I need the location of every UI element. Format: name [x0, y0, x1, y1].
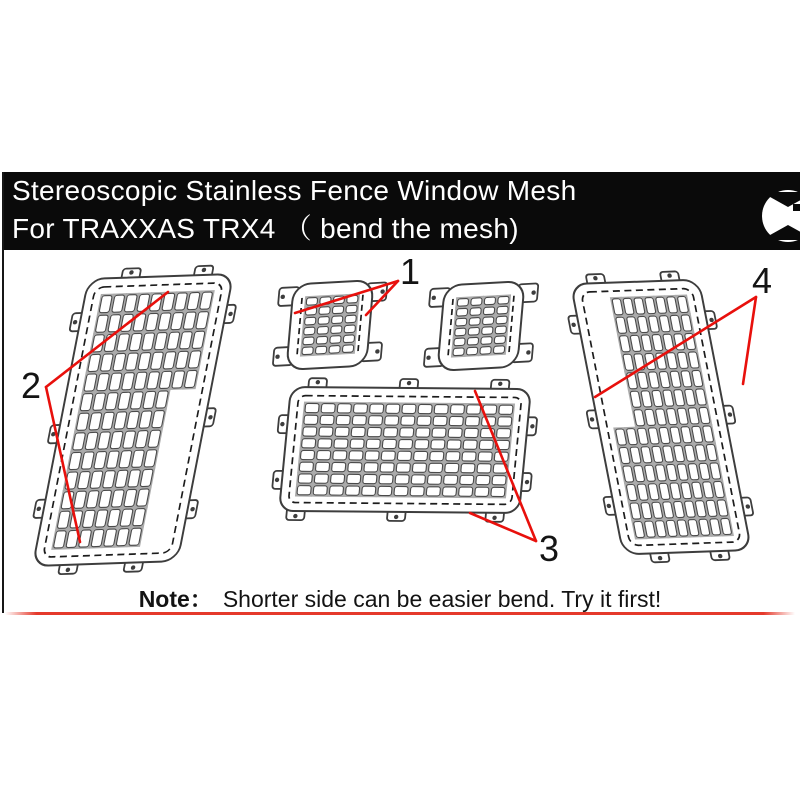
callout-number: 1: [399, 251, 421, 292]
title-line-2: For TRAXXAS TRX4 （ bend the mesh): [12, 213, 519, 244]
mesh-panel-side-window-mesh-right: [560, 270, 762, 563]
mesh-panel-front-window-mesh-left: [272, 279, 387, 370]
title-line-1: Stereoscopic Stainless Fence Window Mesh: [12, 175, 577, 206]
red-divider-line: [5, 612, 795, 615]
note-label: Note：: [138, 586, 213, 612]
wire-mesh-grid: [451, 294, 511, 357]
note-text: Shorter side can be easier bend. Try it first!: [222, 586, 662, 612]
callout-line: [743, 297, 756, 384]
mesh-panel-side-window-mesh-left: [22, 265, 244, 576]
callout-number: 3: [538, 528, 560, 569]
wire-mesh-grid: [295, 402, 515, 499]
note: [0, 581, 800, 614]
callout-number: 2: [20, 365, 42, 406]
callout-number: 4: [751, 260, 773, 301]
mesh-panel-front-window-mesh-right: [423, 280, 538, 371]
